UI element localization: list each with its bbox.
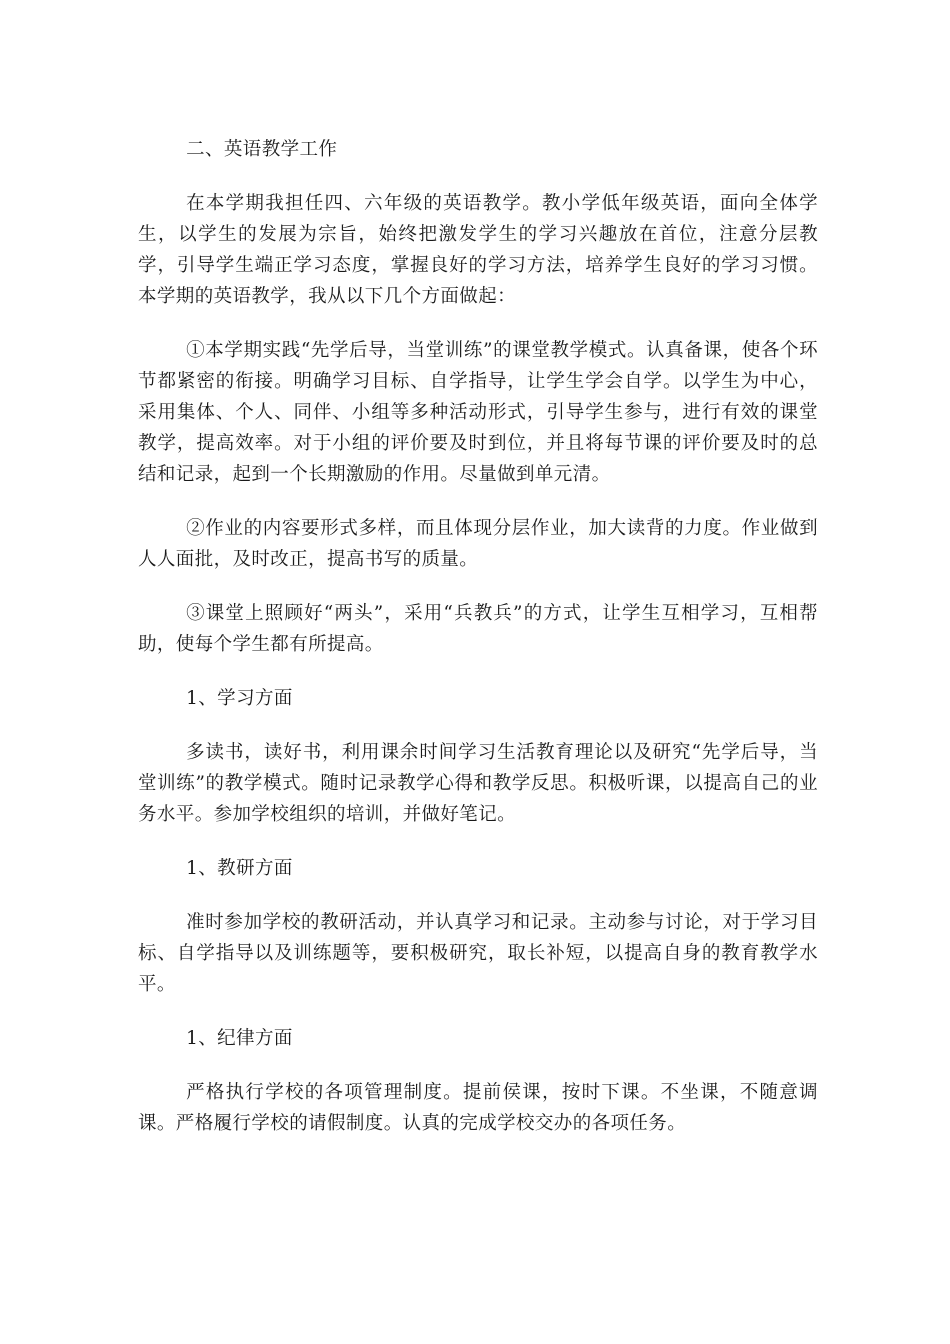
paragraph-item-3: ③课堂上照顾好“两头”，采用“兵教兵”的方式，让学生互相学习，互相帮助，使每个学生都有所提高。 [138,603,818,655]
section-heading-study: 1、学习方面 [186,688,293,709]
paragraph-discipline: 严格执行学校的各项管理制度。提前侯课，按时下课。不坐课，不随意调课。严格履行学校的请假制度。认真的完成学校交办的各项任务。 [138,1082,818,1134]
paragraph-intro: 在本学期我担任四、六年级的英语教学。教小学低年级英语，面向全体学生，以学生的发展为宗旨，始终把激发学生的学习兴趣放在首位，注意分层教学，引导学生端正学习态度，掌握良好的学习方法，培养学生良好的学习习惯。本学期的英语教学，我从以下几个方面做起： [138,193,818,307]
section-heading-discipline: 1、纪律方面 [186,1028,293,1049]
paragraph-item-1: ①本学期实践“先学后导，当堂训练”的课堂教学模式。认真备课，使各个环节都紧密的衔接。明确学习目标、自学指导，让学生学会自学。以学生为中心，采用集体、个人、同伴、小组等多种活动形式，引导学生参与，进行有效的课堂教学，提高效率。对于小组的评价要及时到位，并且将每节课的评价要及时的总结和记录，起到一个长期激励的作用。尽量做到单元清。 [138,340,818,485]
paragraph-research: 准时参加学校的教研活动，并认真学习和记录。主动参与讨论，对于学习目标、自学指导以及训练题等，要积极研究，取长补短，以提高自身的教育教学水平。 [138,912,818,995]
section-heading-english-teaching: 二、英语教学工作 [186,139,338,160]
paragraph-study: 多读书，读好书，利用课余时间学习生活教育理论以及研究“先学后导，当堂训练”的教学模式。随时记录教学心得和教学反思。积极听课，以提高自己的业务水平。参加学校组织的培训，并做好笔记。 [138,742,818,825]
section-heading-research: 1、教研方面 [186,858,293,879]
paragraph-item-2: ②作业的内容要形式多样，而且体现分层作业，加大读背的力度。作业做到人人面批，及时改正，提高书写的质量。 [138,518,818,570]
document-body [138,134,818,1162]
